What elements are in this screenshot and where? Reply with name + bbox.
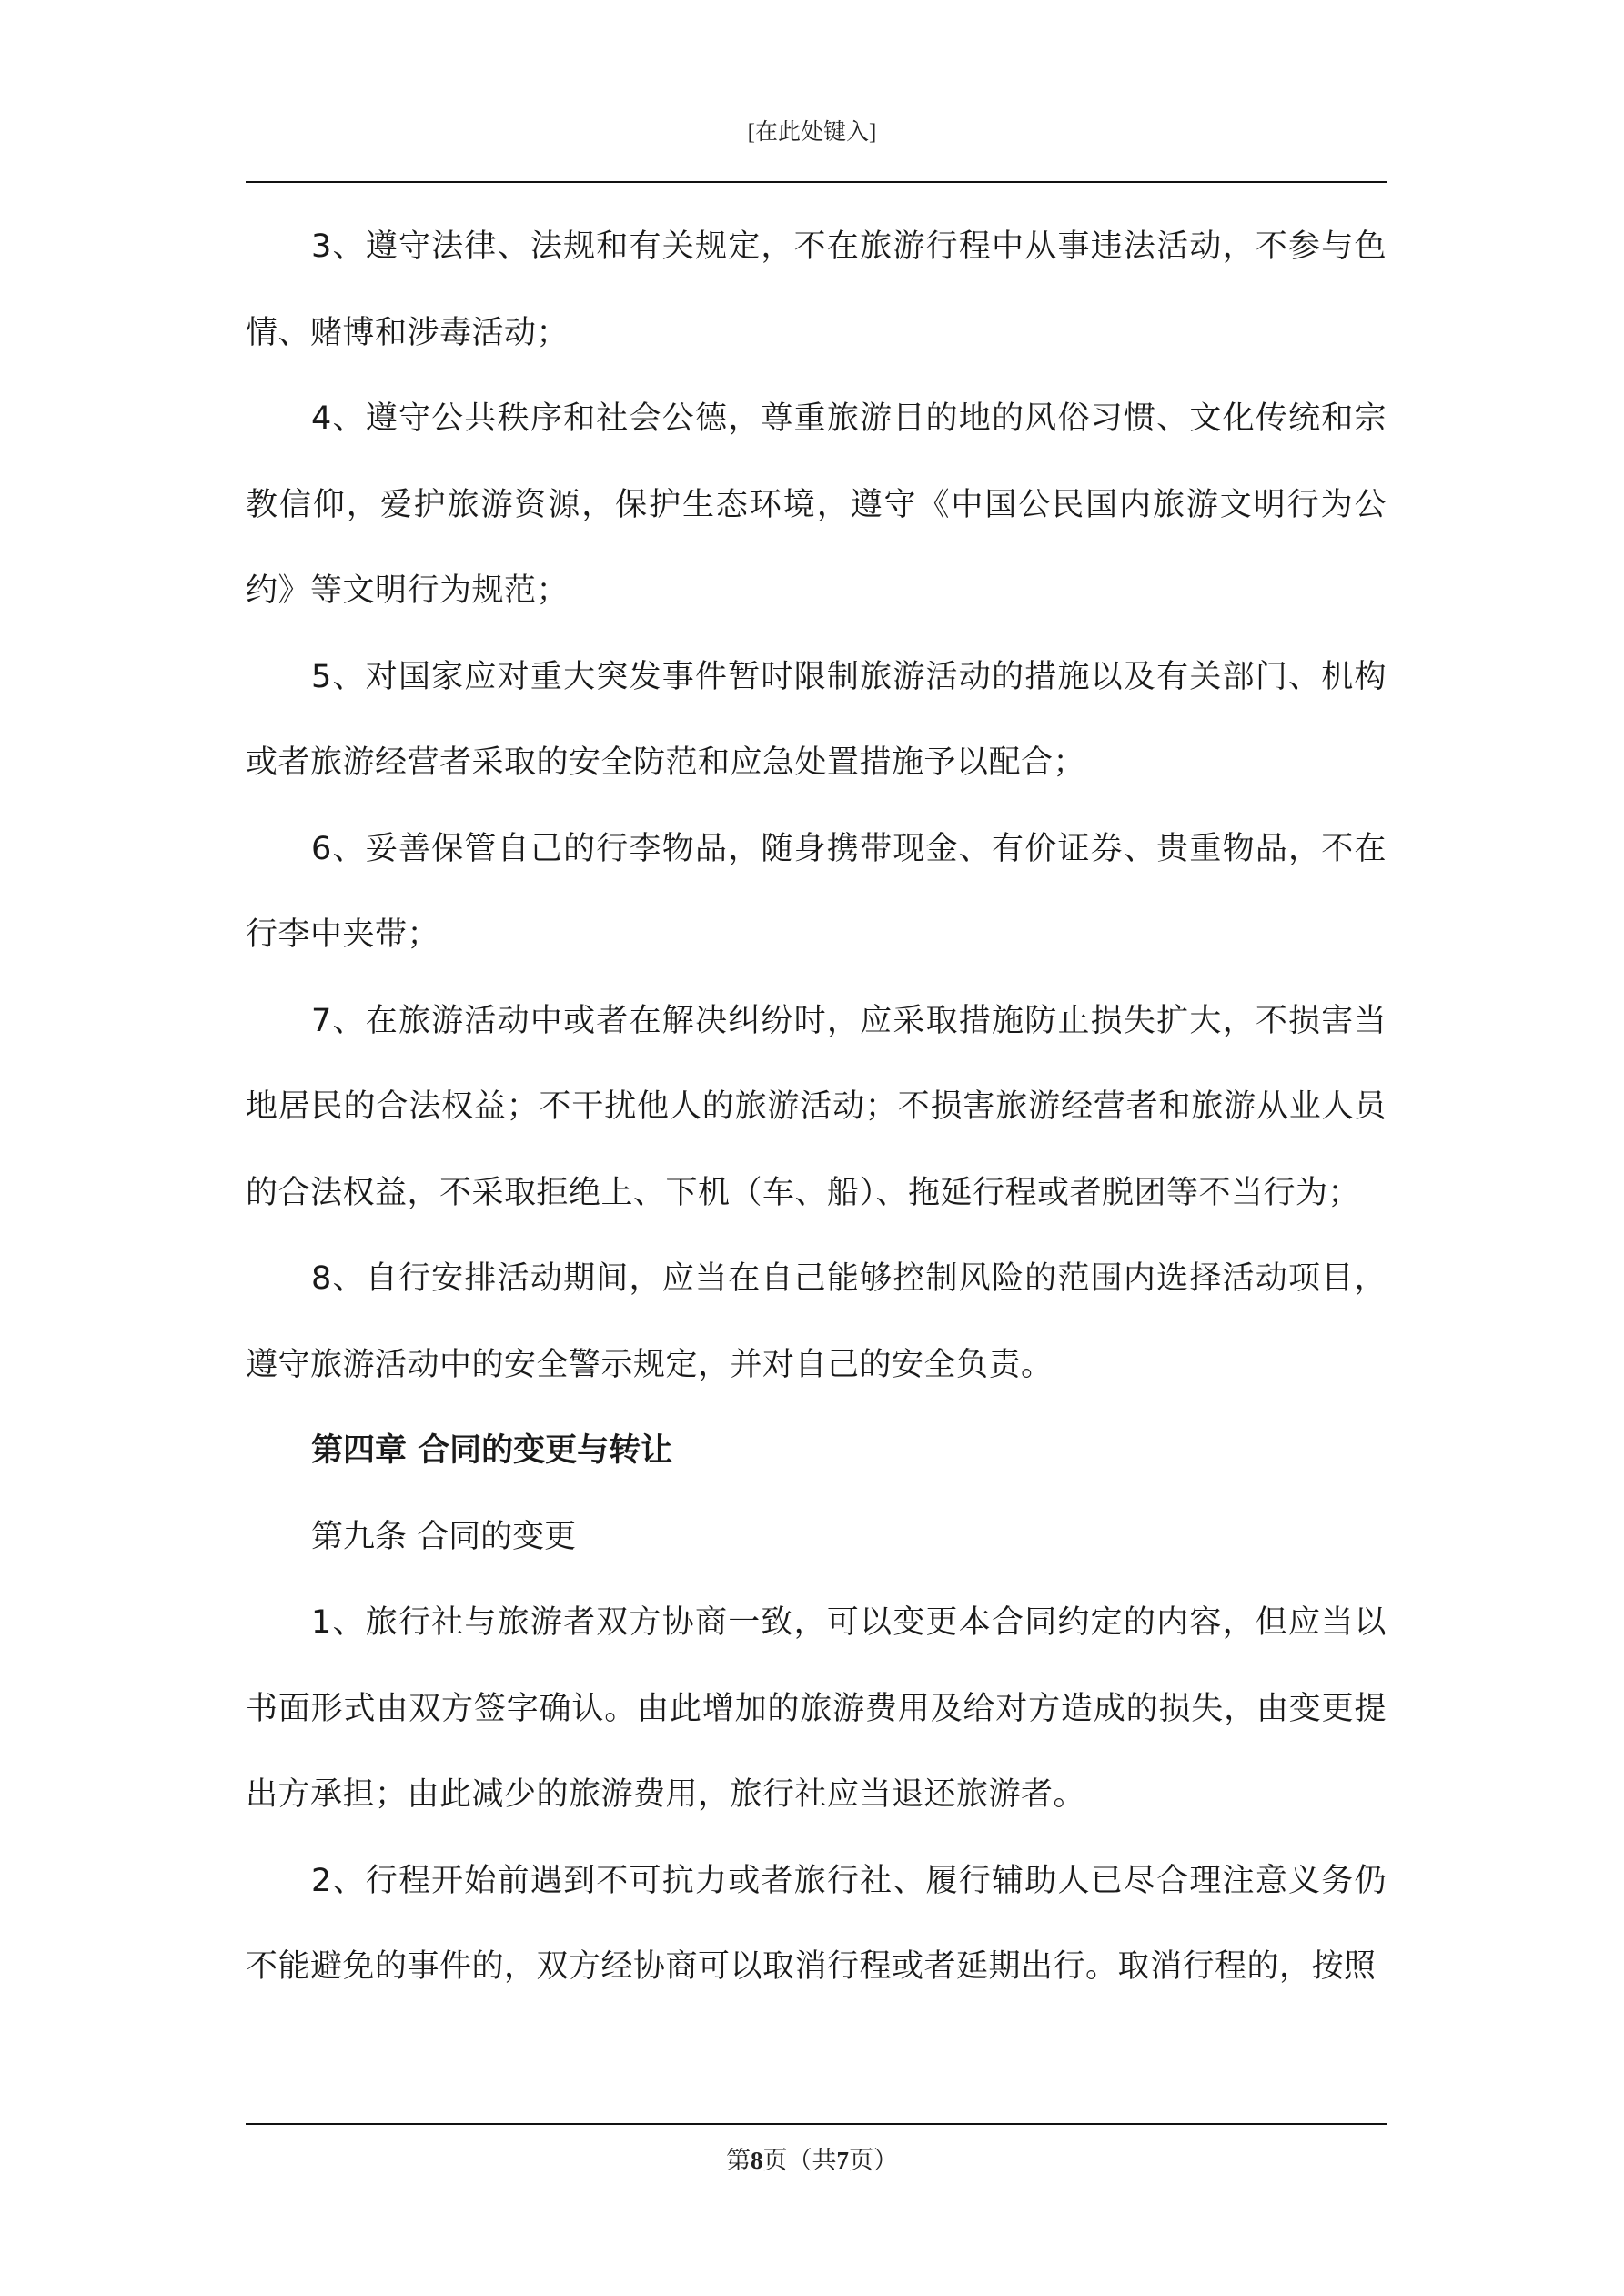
paragraph-3: 3、遵守法律、法规和有关规定，不在旅游行程中从事违法活动，不参与色情、赌博和涉毒活动；: [246, 228, 1387, 351]
paragraph-5: 5、对国家应对重大突发事件暂时限制旅游活动的措施以及有关部门、机构或者旅游经营者采取的安全防范和应急处置措施予以配合；: [246, 658, 1387, 781]
footer-prefix: 第: [726, 2147, 751, 2174]
footer-page-total: 7: [836, 2147, 849, 2174]
header-divider: [246, 181, 1387, 183]
footer-middle: 页（共: [762, 2147, 837, 2174]
page-header: [在此处键入]: [747, 120, 877, 145]
paragraph-4: 4、遵守公共秩序和社会公德，尊重旅游目的地的风俗习惯、文化传统和宗教信仰，爱护旅游资源，保护生态环境，遵守《中国公民国内旅游文明行为公约》等文明行为规范；: [246, 400, 1387, 609]
footer-page-current: 8: [751, 2147, 763, 2174]
page-footer: [0, 2140, 1624, 2176]
paragraph-6: 6、妥善保管自己的行李物品，随身携带现金、有价证券、贵重物品，不在行李中夹带；: [246, 830, 1387, 953]
paragraph-8: 8、自行安排活动期间，应当在自己能够控制风险的范围内选择活动项目，遵守旅游活动中的安全警示规定，并对自己的安全负责。: [246, 1260, 1387, 1383]
change-paragraph-1: 1、旅行社与旅游者双方协商一致，可以变更本合同约定的内容，但应当以书面形式由双方签字确认。由此增加的旅游费用及给对方造成的损失，由变更提出方承担；由此减少的旅游费用，旅行社应当退还旅游者。: [246, 1604, 1387, 1813]
paragraph-7: 7、在旅游活动中或者在解决纠纷时，应采取措施防止损失扩大，不损害当地居民的合法权益；不干扰他人的旅游活动；不损害旅游经营者和旅游从业人员的合法权益，不采取拒绝上、下机（车、船）、拖延行程或者脱团等不当行为；: [246, 1002, 1387, 1211]
document-body: [246, 204, 1387, 2010]
change-paragraph-2: 2、行程开始前遇到不可抗力或者旅行社、履行辅助人已尽合理注意义务仍不能避免的事件的，双方经协商可以取消行程或者延期出行。取消行程的，按照: [246, 1862, 1387, 1985]
article-heading: 第九条 合同的变更: [311, 1518, 577, 1555]
footer-suffix: 页）: [849, 2147, 898, 2174]
chapter-heading: 第四章 合同的变更与转让: [311, 1432, 673, 1469]
footer-divider: [246, 2123, 1387, 2125]
